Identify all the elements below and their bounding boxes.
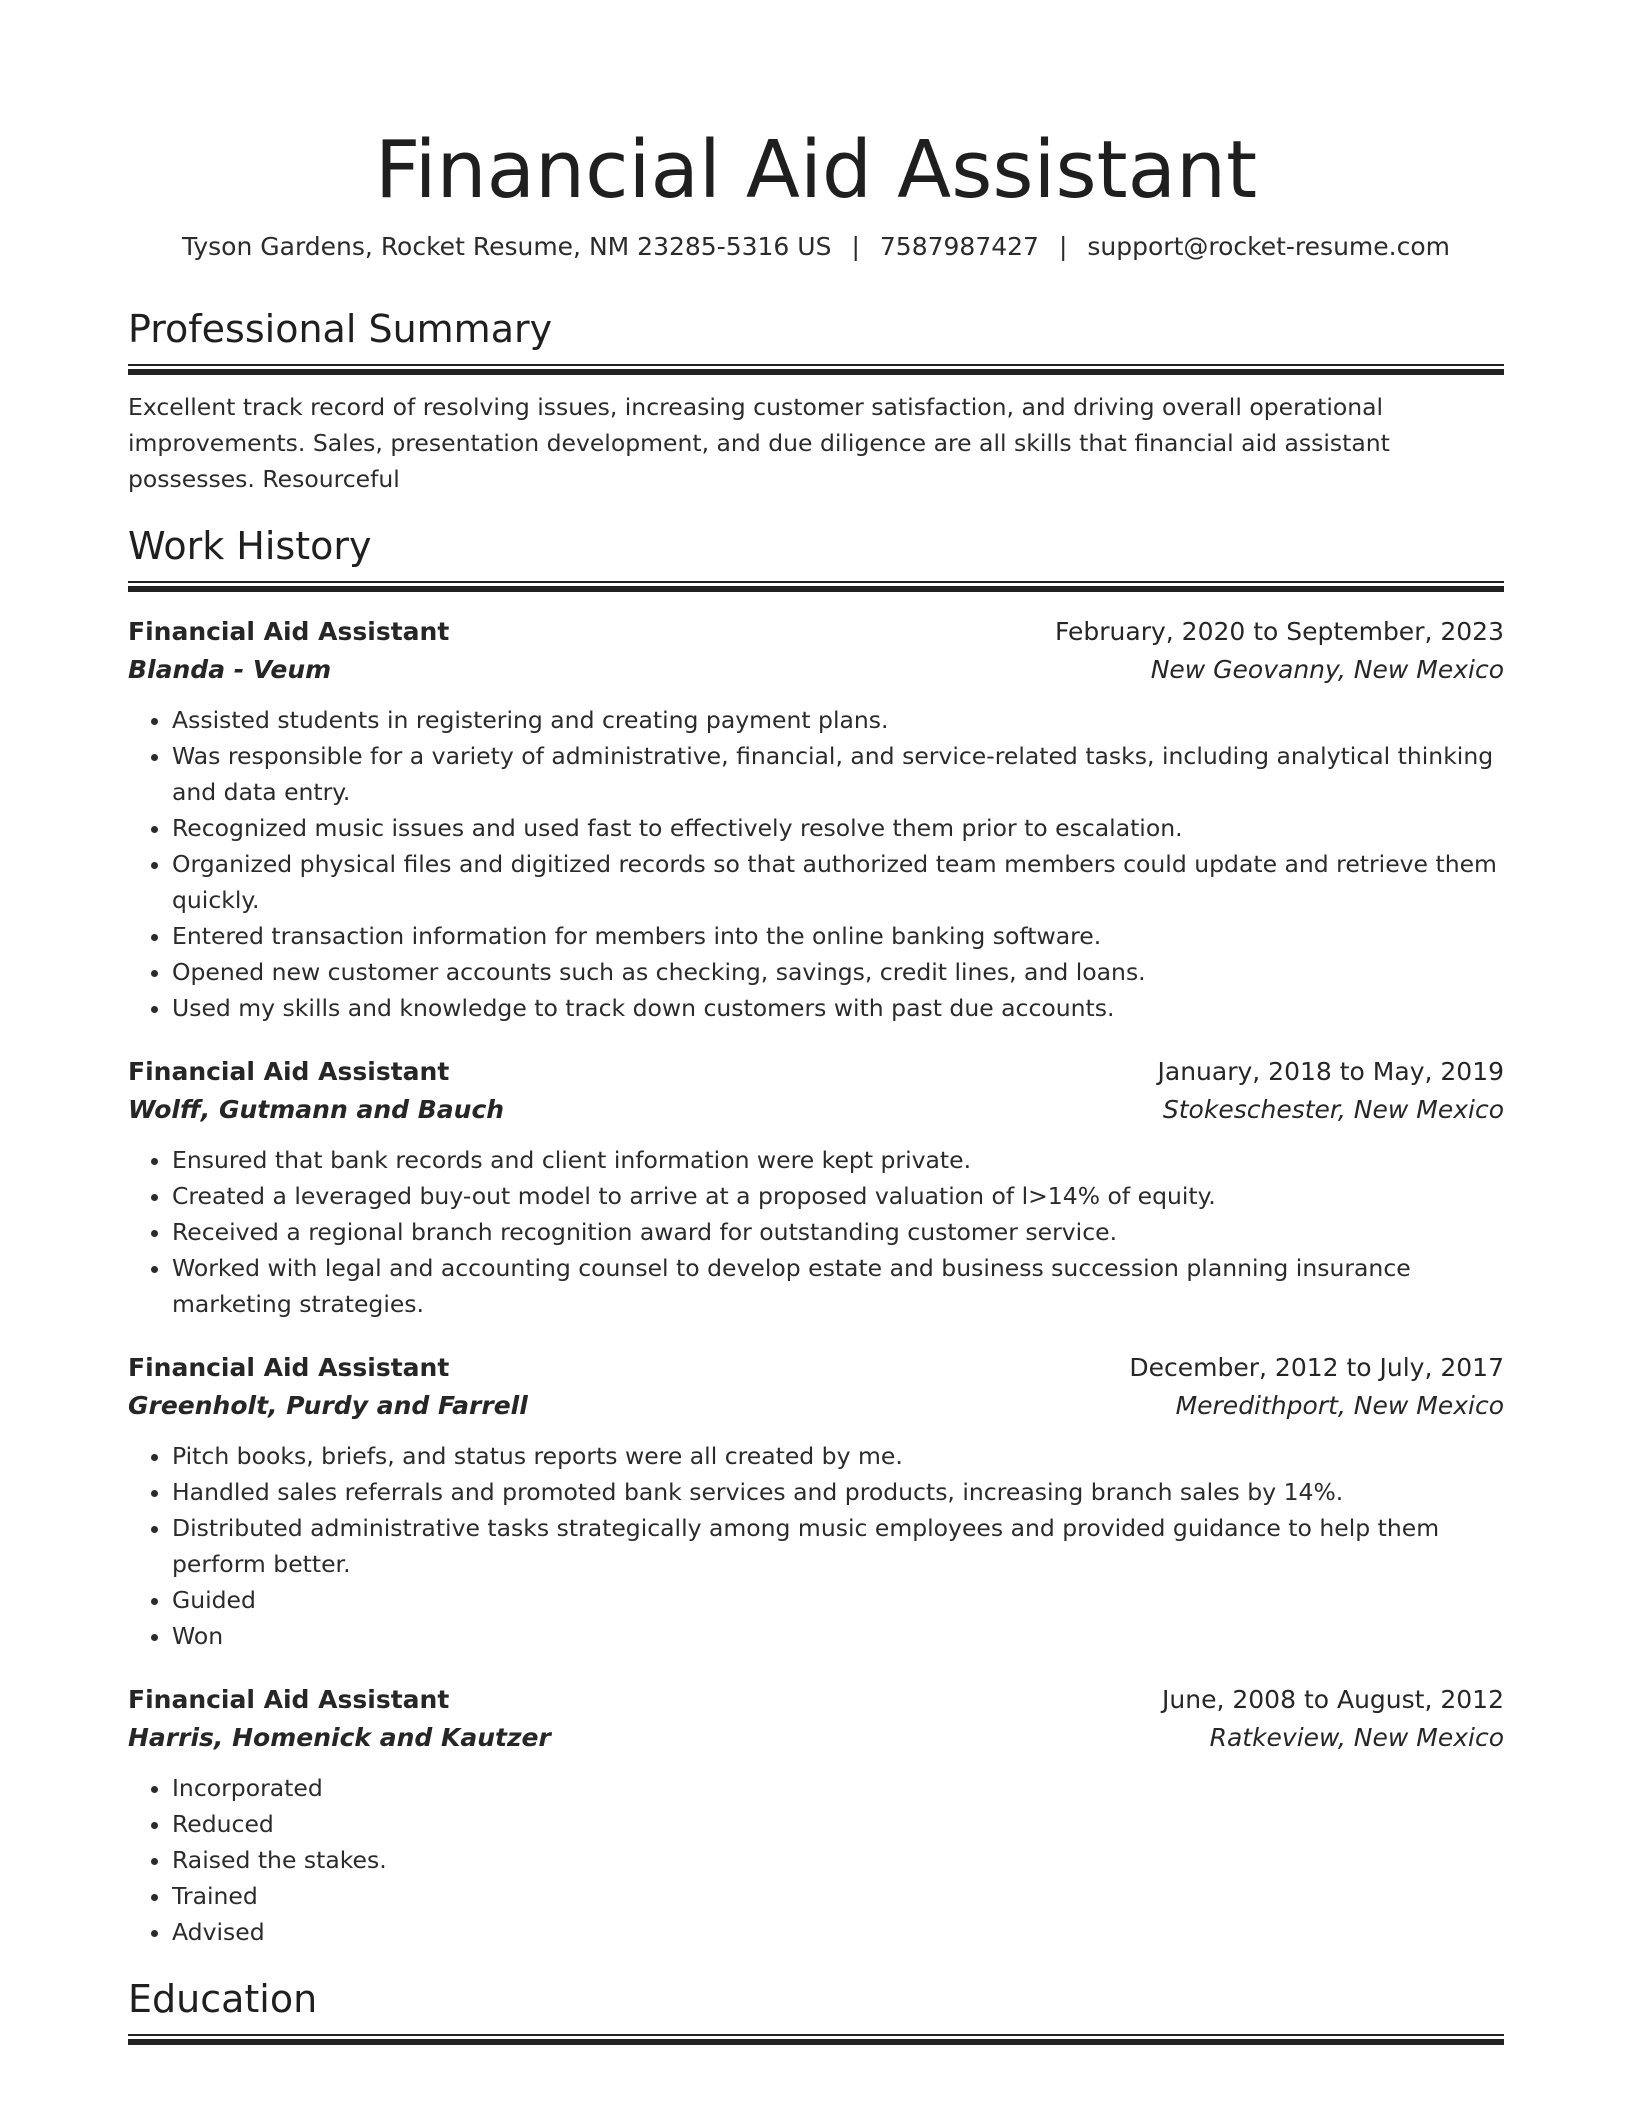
job-entry bbox=[128, 1054, 1504, 1322]
work-history-heading: Work History bbox=[128, 524, 372, 568]
job-company-row bbox=[128, 1090, 1504, 1130]
job-entry bbox=[128, 1350, 1504, 1654]
job-bullet: • Assisted students in registering and creating payment plans. bbox=[172, 702, 1504, 738]
section-divider bbox=[128, 581, 1504, 592]
job-bullet: • Created a leveraged buy-out model to arrive at a proposed valuation of l>14% of equity. bbox=[172, 1178, 1504, 1214]
job-entry bbox=[128, 614, 1504, 1026]
job-bullet: • Trained bbox=[172, 1878, 1504, 1914]
education-heading: Education bbox=[128, 1977, 318, 2021]
job-company-row bbox=[128, 1386, 1504, 1426]
job-bullets bbox=[128, 1438, 1504, 1654]
job-bullet: • Won bbox=[172, 1618, 1504, 1654]
job-bullet: • Ensured that bank records and client information were kept private. bbox=[172, 1142, 1504, 1178]
job-company: Greenholt, Purdy and Farrell bbox=[128, 1391, 528, 1420]
contact-separator: | bbox=[851, 232, 860, 261]
job-bullet: • Was responsible for a variety of administrative, financial, and service-related tasks, including analytical thinking and data entry. bbox=[172, 738, 1504, 810]
contact-address: Tyson Gardens, Rocket Resume, NM 23285-5316 US bbox=[181, 232, 832, 261]
summary-text: Excellent track record of resolving issues, increasing customer satisfaction, and driving overall operational improvements. Sales, presentation development, and due diligence are all skills that financial aid assistant possesses. Resourceful bbox=[128, 393, 1390, 493]
job-bullet: • Raised the stakes. bbox=[172, 1842, 1504, 1878]
job-bullet: • Organized physical files and digitized records so that authorized team members could update and retrieve them quickly. bbox=[172, 846, 1504, 918]
resume-page bbox=[128, 0, 1504, 2045]
job-entry bbox=[128, 1682, 1504, 1950]
job-bullet: • Advised bbox=[172, 1914, 1504, 1950]
job-dates: December, 2012 to July, 2017 bbox=[1129, 1353, 1504, 1382]
job-title: Financial Aid Assistant bbox=[128, 1057, 450, 1086]
job-header-row bbox=[128, 1682, 1504, 1718]
job-location: Stokeschester, New Mexico bbox=[1162, 1095, 1504, 1124]
section-divider bbox=[128, 364, 1504, 375]
summary-section bbox=[128, 304, 1504, 497]
job-location: New Geovanny, New Mexico bbox=[1150, 655, 1504, 684]
job-bullet: • Distributed administrative tasks strategically among music employees and provided guidance to help them perform better. bbox=[172, 1510, 1504, 1582]
job-dates: January, 2018 to May, 2019 bbox=[1157, 1057, 1504, 1086]
job-bullets bbox=[128, 1770, 1504, 1950]
job-bullets bbox=[128, 1142, 1504, 1322]
job-company-row bbox=[128, 650, 1504, 690]
section-divider bbox=[128, 2034, 1504, 2045]
job-title: Financial Aid Assistant bbox=[128, 1685, 450, 1714]
job-dates: June, 2008 to August, 2012 bbox=[1162, 1685, 1504, 1714]
contact-phone: 7587987427 bbox=[879, 232, 1039, 261]
resume-title: Financial Aid Assistant bbox=[374, 124, 1258, 216]
contact-email: support@rocket-resume.com bbox=[1087, 232, 1450, 261]
job-bullet: • Pitch books, briefs, and status reports were all created by me. bbox=[172, 1438, 1504, 1474]
education-section bbox=[128, 1974, 1504, 2045]
job-bullet: • Entered transaction information for members into the online banking software. bbox=[172, 918, 1504, 954]
job-dates: February, 2020 to September, 2023 bbox=[1055, 617, 1504, 646]
job-bullet: • Received a regional branch recognition award for outstanding customer service. bbox=[172, 1214, 1504, 1250]
work-history-section bbox=[128, 521, 1504, 1950]
contact-line bbox=[128, 230, 1504, 264]
job-header-row bbox=[128, 1054, 1504, 1090]
job-company: Harris, Homenick and Kautzer bbox=[128, 1723, 551, 1752]
job-bullet: • Worked with legal and accounting counsel to develop estate and business succession planning insurance marketing strategies. bbox=[172, 1250, 1504, 1322]
job-bullet: • Reduced bbox=[172, 1806, 1504, 1842]
job-company: Blanda - Veum bbox=[128, 655, 332, 684]
job-bullet: • Opened new customer accounts such as checking, savings, credit lines, and loans. bbox=[172, 954, 1504, 990]
job-location: Ratkeview, New Mexico bbox=[1209, 1723, 1504, 1752]
job-bullet: • Handled sales referrals and promoted bank services and products, increasing branch sales by 14%. bbox=[172, 1474, 1504, 1510]
job-bullet: • Incorporated bbox=[172, 1770, 1504, 1806]
contact-separator: | bbox=[1058, 232, 1068, 261]
job-title: Financial Aid Assistant bbox=[128, 617, 450, 646]
job-bullet: • Guided bbox=[172, 1582, 1504, 1618]
job-header-row bbox=[128, 614, 1504, 650]
summary-heading: Professional Summary bbox=[128, 307, 553, 351]
job-bullet: • Recognized music issues and used fast to effectively resolve them prior to escalation. bbox=[172, 810, 1504, 846]
job-company: Wolff, Gutmann and Bauch bbox=[128, 1095, 505, 1124]
job-company-row bbox=[128, 1718, 1504, 1758]
job-bullet: • Used my skills and knowledge to track down customers with past due accounts. bbox=[172, 990, 1504, 1026]
job-header-row bbox=[128, 1350, 1504, 1386]
job-location: Meredithport, New Mexico bbox=[1175, 1391, 1504, 1420]
job-bullets bbox=[128, 702, 1504, 1026]
job-title: Financial Aid Assistant bbox=[128, 1353, 450, 1382]
